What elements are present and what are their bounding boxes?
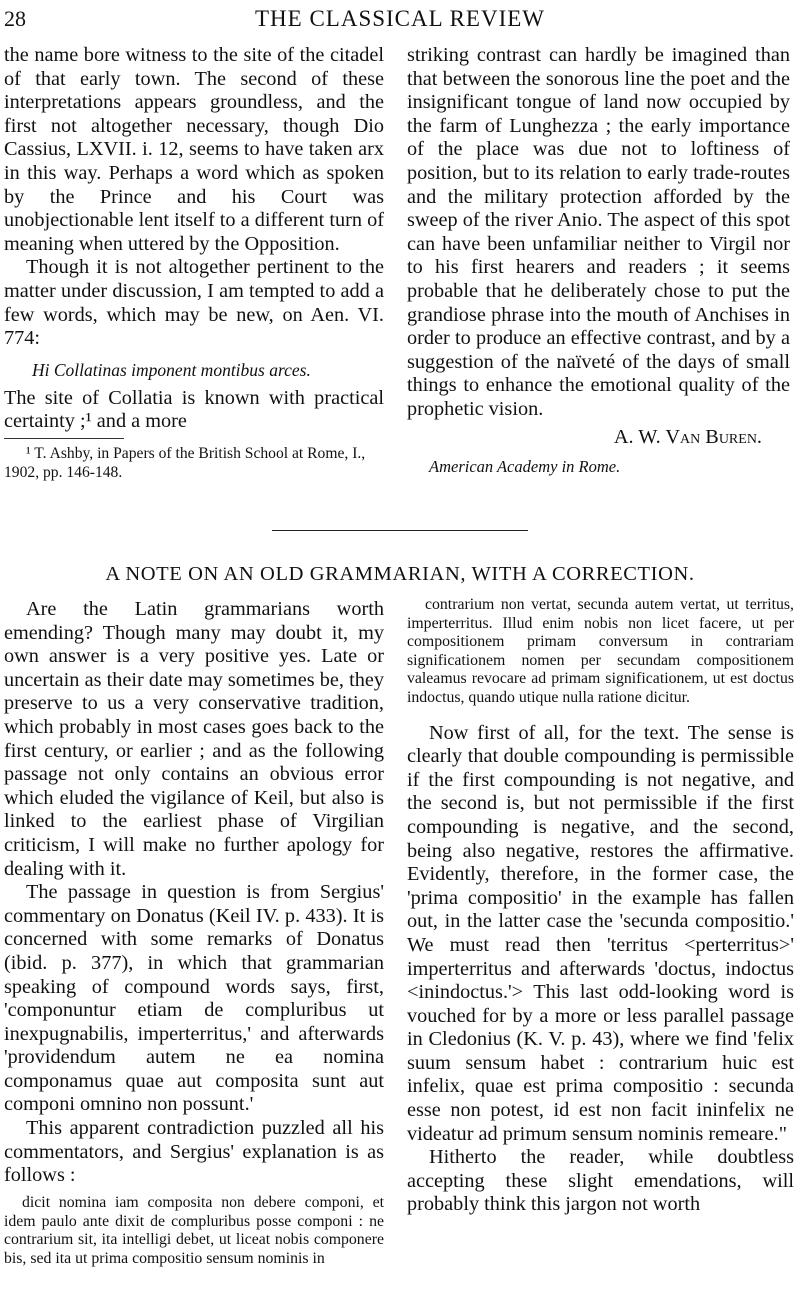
latin-excerpt: dicit nomina iam composita non debere componi, et idem paulo ante dixit de compluribus posse componi : ne contrarium sit, ita intelligi debet, ut liceat nobis componere bis, sed ita ut prima compositio sensum nominis in	[4, 1193, 384, 1268]
body-paragraph: This apparent contradiction puzzled all his commentators, and Sergius' explanation is as follows :	[4, 1117, 384, 1187]
footnote-divider	[4, 438, 124, 439]
author-institution: American Academy in Rome.	[429, 457, 621, 477]
running-header	[0, 4, 800, 34]
article-left-column	[4, 598, 384, 1269]
body-paragraph: The passage in question is from Sergius' commentary on Donatus (Keil IV. p. 433). It is concerned with some remarks of Donatus (ibid. p. 377), in which that grammarian speaking of compound words says, first, 'componuntur etiam de compluribus ut inexpugnabilis, imperterritus,' and afterwards 'providendum autem ne ea nomina componamus quae aut composita sunt aut componi omnino non possunt.'	[4, 881, 384, 1116]
journal-title: THE CLASSICAL REVIEW	[254, 6, 545, 31]
body-paragraph: Hitherto the reader, while doubtless accepting these slight emendations, will probably think this jargon not worth	[407, 1146, 794, 1216]
latin-excerpt: contrarium non vertat, secunda autem vertat, ut territus, imperterritus. Illud enim nobis non licet facere, ut per compositionem primam conversum in contrariam significationem nomen per secundam compositionem valeamus revocare ad primam significationem, ut est doctus indoctus, quando utique nulla ratione dicitur.	[407, 596, 794, 706]
article-right-column	[407, 596, 794, 1217]
body-paragraph: Are the Latin grammarians worth emending? Though many may doubt it, my own answer is a very positive yes. Late or uncertain as their date may sometimes be, they preserve to us a very conservative tradition, which probably in most cases goes back to the first century, or earlier ; and as the following passage not only contains an obvious error which eluded the vigilance of Keil, but also is linked to the earliest phase of Virgilian criticism, I will make no further apology for dealing with it.	[4, 598, 384, 880]
body-paragraph: Now first of all, for the text. The sense is clearly that double compounding is permissible if the first compounding is not negative, and the second is, but not permissible if the first compounding is negative, and the second, being also negative, restores the affirmative. Evidently, therefore, in the former case, the 'prima compositio' in the example has fallen out, in the latter case the 'secunda compositio.' We must read then 'territus <perterritus>' imperterritus and afterwards 'doctus, indoctus <inindoctus.'> This last odd-looking word is vouched for by a more or less parallel passage in Cledonius (K. V. p. 43), where we find 'felix suum sensum habet : contrarium huic est infelix, quae est prima compositio : secunda esse non potest, id est non facit ininfelix ne videatur ad primum sensum nominis remeare."	[407, 721, 794, 1145]
previous-article-right-column	[407, 44, 790, 479]
previous-article-left-column	[4, 44, 384, 482]
article-title: A NOTE ON AN OLD GRAMMARIAN, WITH A CORRECTION.	[105, 563, 695, 585]
body-paragraph: the name bore witness to the site of the citadel of that early town. The second of these interpretations appears groundless, and the first not altogether necessary, though Dio Cassius, LXVII. i. 12, seems to have taken arx in this way. Perhaps a word which as spoken by the Prince and his Court was unobjectionable lent itself to a different turn of meaning when uttered by the Opposition.	[4, 44, 384, 255]
body-paragraph: striking contrast can hardly be imagined than that between the sonorous line the poet and the insignificant tongue of land now occupied by the farm of Lunghezza ; the early importance of the place was due not to loftiness of position, but to its relation to early trade-routes and the military protection afforded by the sweep of the river Anio. The aspect of this spot can have been unfamiliar neither to Virgil nor to his first hearers and readers ; it seems probable that he deliberately chose to put the grandiose phrase into the mouth of Anchises in order to produce an effective contrast, and by a suggestion of the naïveté of the days of small things to enhance the emotional quality of the prophetic vision.	[407, 44, 790, 420]
page-number: 28	[4, 6, 26, 31]
author-signature: A. W. Van Buren.	[613, 425, 762, 448]
body-paragraph: The site of Collatia is known with practical certainty ;¹ and a more	[4, 386, 384, 433]
verse-quote: Hi Collatinas imponent montibus arces.	[32, 359, 311, 380]
footnote: ¹ T. Ashby, in Papers of the British School at Rome, I., 1902, pp. 146-148.	[4, 444, 366, 481]
body-paragraph: Though it is not altogether pertinent to the matter under discussion, I am tempted to add a few words, which may be new, on Aen. VI. 774:	[4, 256, 384, 350]
section-divider	[272, 530, 528, 531]
